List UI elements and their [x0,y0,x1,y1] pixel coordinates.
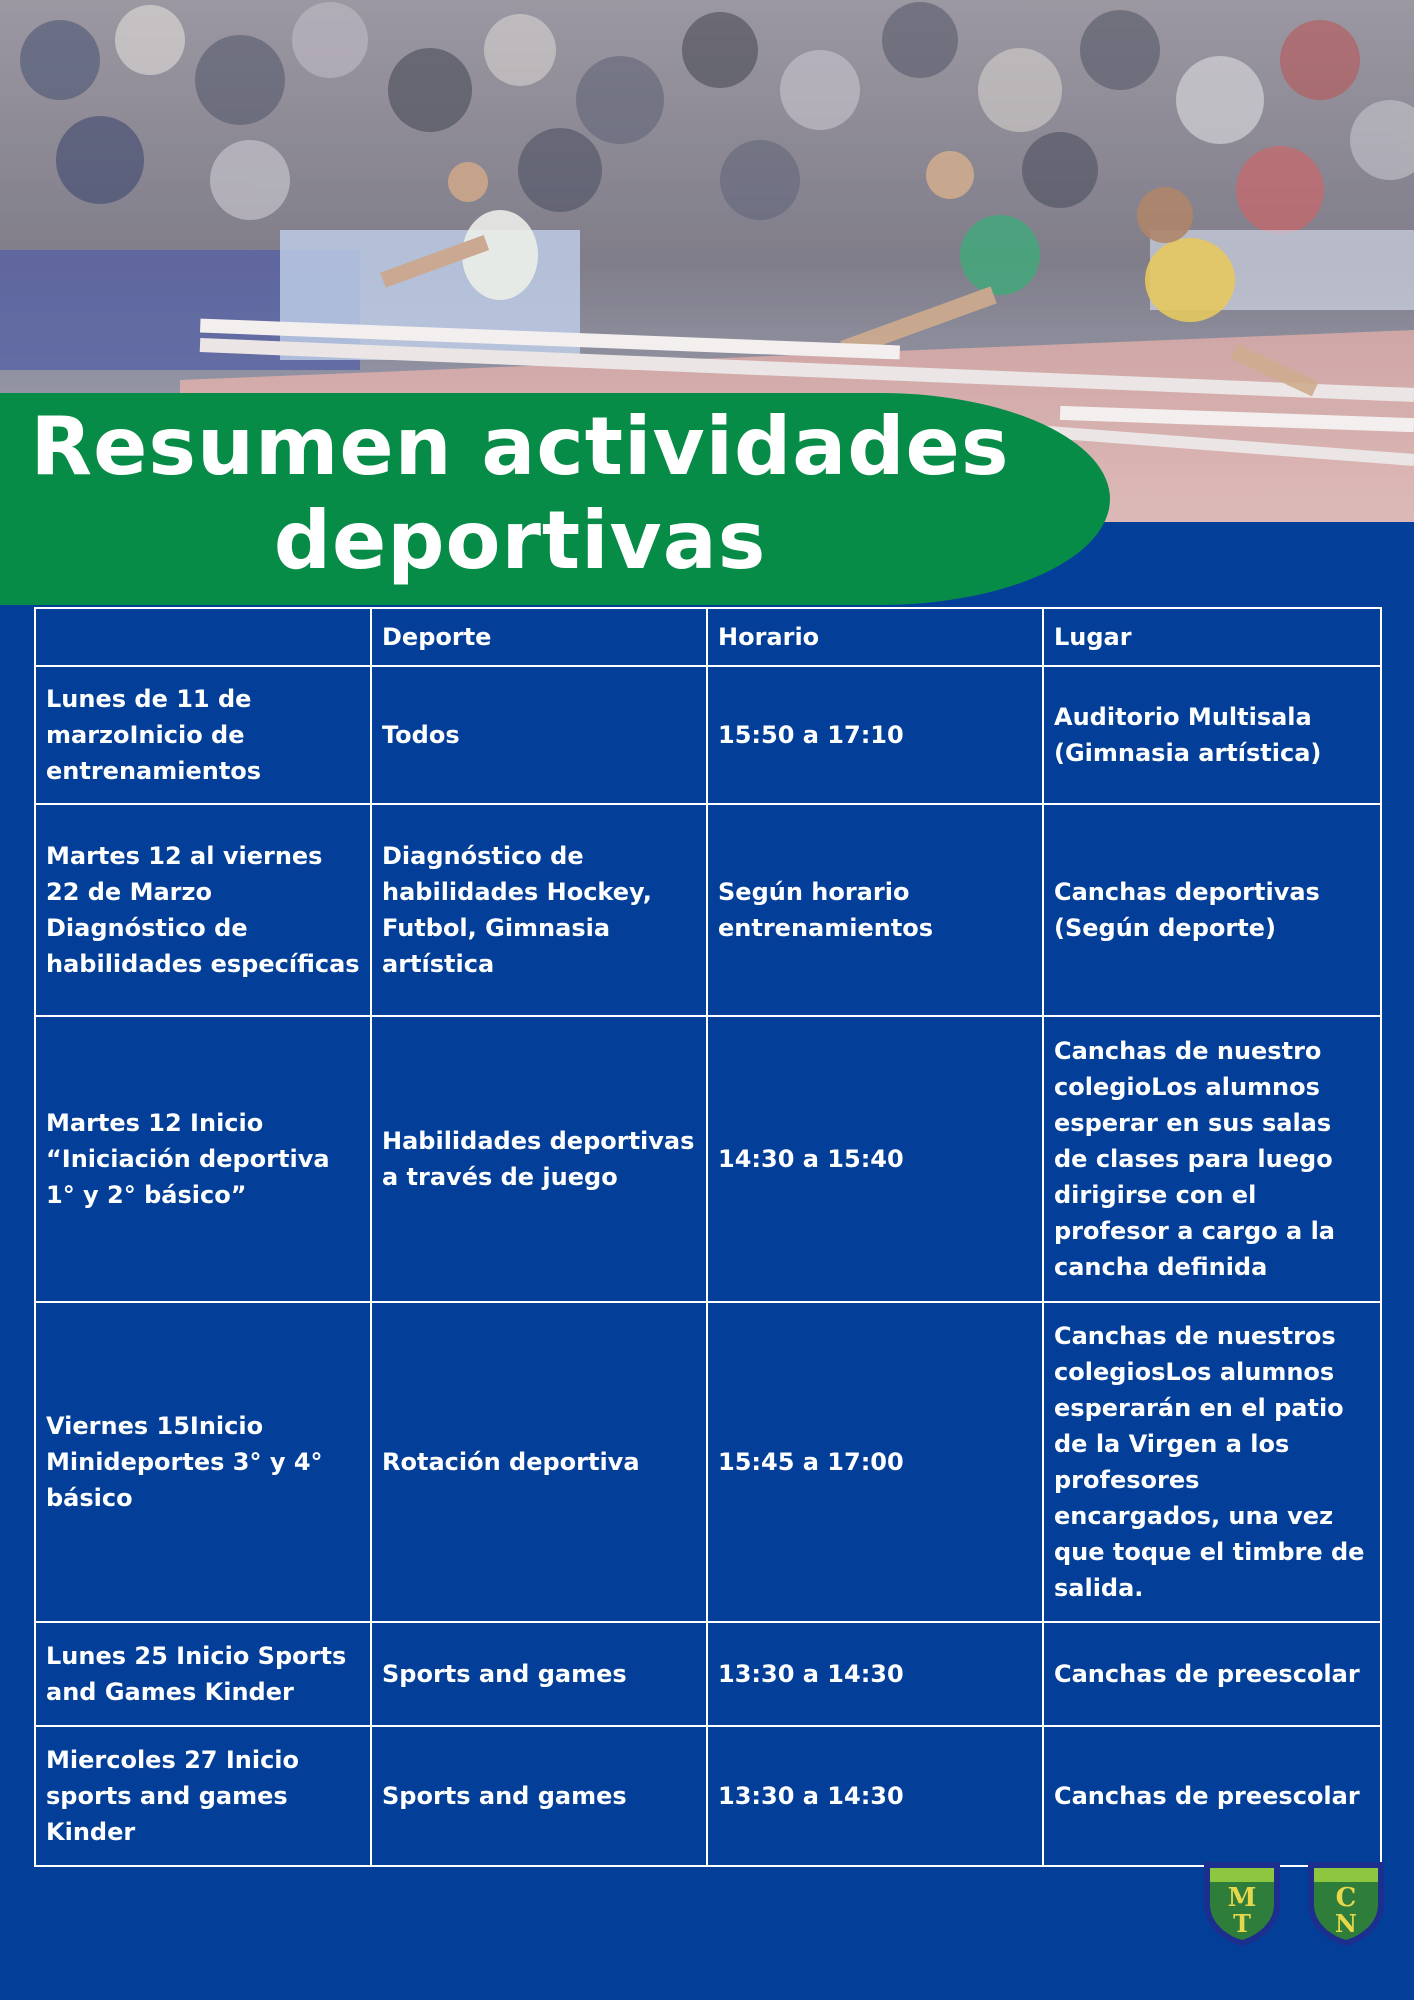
school-crests [1200,1858,1390,1948]
cell-location: Canchas de nuestros colegiosLos alumnos esperarán en el patio de la Virgen a los profesores encargados, una vez que toque el timbre de salida. [1043,1302,1381,1622]
cell-sport: Sports and games [371,1622,707,1726]
page-title-line-1: Resumen actividades [30,400,1010,493]
cell-location: Canchas de preescolar [1043,1726,1381,1866]
cell-sport: Diagnóstico de habilidades Hockey, Futbol, Gimnasia artística [371,804,707,1016]
table-row [35,804,1381,1016]
cell-schedule: 13:30 a 14:30 [707,1622,1043,1726]
header-cell-schedule: Horario [707,608,1043,666]
page-title-line-2: deportivas [273,494,767,587]
header-cell-activity [35,608,371,666]
cell-activity: Lunes de 11 de marzoInicio de entrenamientos [35,666,371,804]
cell-sport: Sports and games [371,1726,707,1866]
table-row [35,1302,1381,1622]
cell-sport: Rotación deportiva [371,1302,707,1622]
cell-schedule: 15:50 a 17:10 [707,666,1043,804]
cell-location: Canchas de preescolar [1043,1622,1381,1726]
table-row [35,1622,1381,1726]
cell-activity: Miercoles 27 Inicio sports and games Kinder [35,1726,371,1866]
cell-schedule: 14:30 a 15:40 [707,1016,1043,1302]
cell-activity: Martes 12 Inicio “Iniciación deportiva 1° y 2° básico” [35,1016,371,1302]
cell-location: Canchas deportivas (Según deporte) [1043,804,1381,1016]
svg-text:T: T [1233,1909,1251,1938]
page-title [0,400,1040,588]
table-row [35,666,1381,804]
cell-sport: Habilidades deportivas a través de juego [371,1016,707,1302]
cell-schedule: 13:30 a 14:30 [707,1726,1043,1866]
header-cell-sport: Deporte [371,608,707,666]
cell-schedule: 15:45 a 17:00 [707,1302,1043,1622]
cell-activity: Lunes 25 Inicio Sports and Games Kinder [35,1622,371,1726]
cell-location: Canchas de nuestro colegioLos alumnos esperar en sus salas de clases para luego dirigirse con el profesor a cargo a la cancha definida [1043,1016,1381,1302]
table-header-row [35,608,1381,666]
cell-sport: Todos [371,666,707,804]
header-cell-location: Lugar [1043,608,1381,666]
table-row [35,1726,1381,1866]
cell-activity: Martes 12 al viernes 22 de Marzo Diagnóstico de habilidades específicas [35,804,371,1016]
cell-schedule: Según horario entrenamientos [707,804,1043,1016]
crest-mt-logo [1200,1858,1284,1948]
cell-activity: Viernes 15Inicio Minideportes 3° y 4° básico [35,1302,371,1622]
table-row [35,1016,1381,1302]
svg-text:M: M [1227,1883,1257,1913]
svg-text:C: C [1335,1883,1357,1913]
activities-table [34,607,1382,1867]
svg-text:N: N [1335,1909,1357,1938]
cell-location: Auditorio Multisala (Gimnasia artística) [1043,666,1381,804]
crest-cn-logo [1304,1858,1388,1948]
